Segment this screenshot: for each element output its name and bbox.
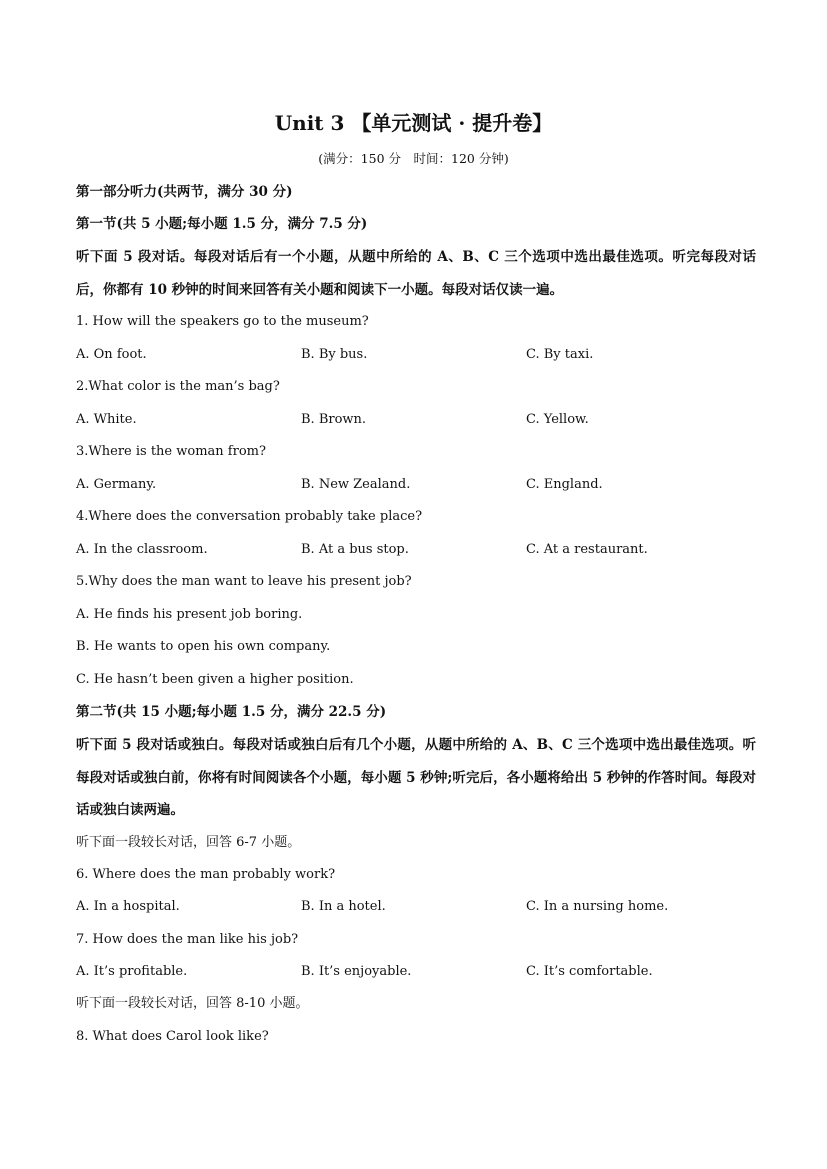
option-b: B. In a hotel.	[301, 899, 386, 914]
option-b: B. Brown.	[301, 412, 367, 427]
question-5-option-b: B. He wants to open his own company.	[76, 639, 331, 654]
option-c: C. England.	[526, 477, 603, 492]
option-a: A. On foot.	[76, 347, 147, 362]
question-6: 6. Where does the man probably work?	[76, 867, 336, 882]
option-c: C. In a nursing home.	[526, 899, 669, 914]
section1-instructions: 听下面 5 段对话。每段对话后有一个小题，从题中所给的 A、B、C 三个选项中选出最佳选项。听完每段对话后，你都有 10 秒钟的时间来回答有关小题和阅读下一小题。每段对话仅读一遍。	[76, 249, 756, 298]
question-7: 7. How does the man like his job?	[76, 932, 299, 947]
question-5: 5.Why does the man want to leave his present job?	[76, 574, 412, 589]
question-1: 1. How will the speakers go to the museum?	[76, 314, 369, 329]
option-c: C. By taxi.	[526, 347, 594, 362]
option-a: A. In a hospital.	[76, 899, 180, 914]
section1-heading: 第一节(共 5 小题;每小题 1.5 分，满分 7.5 分)	[76, 216, 368, 232]
question-5-option-c: C. He hasn’t been given a higher position.	[76, 672, 354, 687]
question-2: 2.What color is the man’s bag?	[76, 379, 280, 394]
option-a: A. White.	[76, 412, 137, 427]
option-c: C. Yellow.	[526, 412, 589, 427]
option-a: A. In the classroom.	[76, 542, 208, 557]
question-5-option-a: A. He finds his present job boring.	[76, 607, 303, 622]
question-8: 8. What does Carol look like?	[76, 1029, 269, 1044]
option-c: C. It’s comfortable.	[526, 964, 653, 979]
option-b: B. At a bus stop.	[301, 542, 409, 557]
page-title: Unit 3 【单元测试 · 提升卷】	[274, 111, 553, 135]
section2-instructions: 听下面 5 段对话或独白。每段对话或独白后有几个小题，从题中所给的 A、B、C 三个选项中选出最佳选项。听每段对话或独白前，你将有时间阅读各个小题，每小题 5 秒钟;听完后，各小题将给出 5 秒钟的作答时间。每段对话或独白读两遍。	[76, 737, 756, 818]
section2-heading: 第二节(共 15 小题;每小题 1.5 分，满分 22.5 分)	[76, 704, 387, 720]
option-b: B. It’s enjoyable.	[301, 964, 412, 979]
part1-heading: 第一部分听力(共两节，满分 30 分)	[76, 184, 293, 200]
score-time-info: (满分：150 分 时间：120 分钟)	[318, 151, 509, 166]
option-b: B. New Zealand.	[301, 477, 411, 492]
option-b: B. By bus.	[301, 347, 368, 362]
option-a: A. It’s profitable.	[76, 964, 188, 979]
option-a: A. Germany.	[76, 477, 157, 492]
group1-intro: 听下面一段较长对话，回答 6-7 小题。	[76, 835, 301, 850]
question-4: 4.Where does the conversation probably take place?	[76, 509, 423, 524]
group2-intro: 听下面一段较长对话，回答 8-10 小题。	[76, 996, 309, 1011]
option-c: C. At a restaurant.	[526, 542, 648, 557]
question-3: 3.Where is the woman from?	[76, 444, 266, 459]
